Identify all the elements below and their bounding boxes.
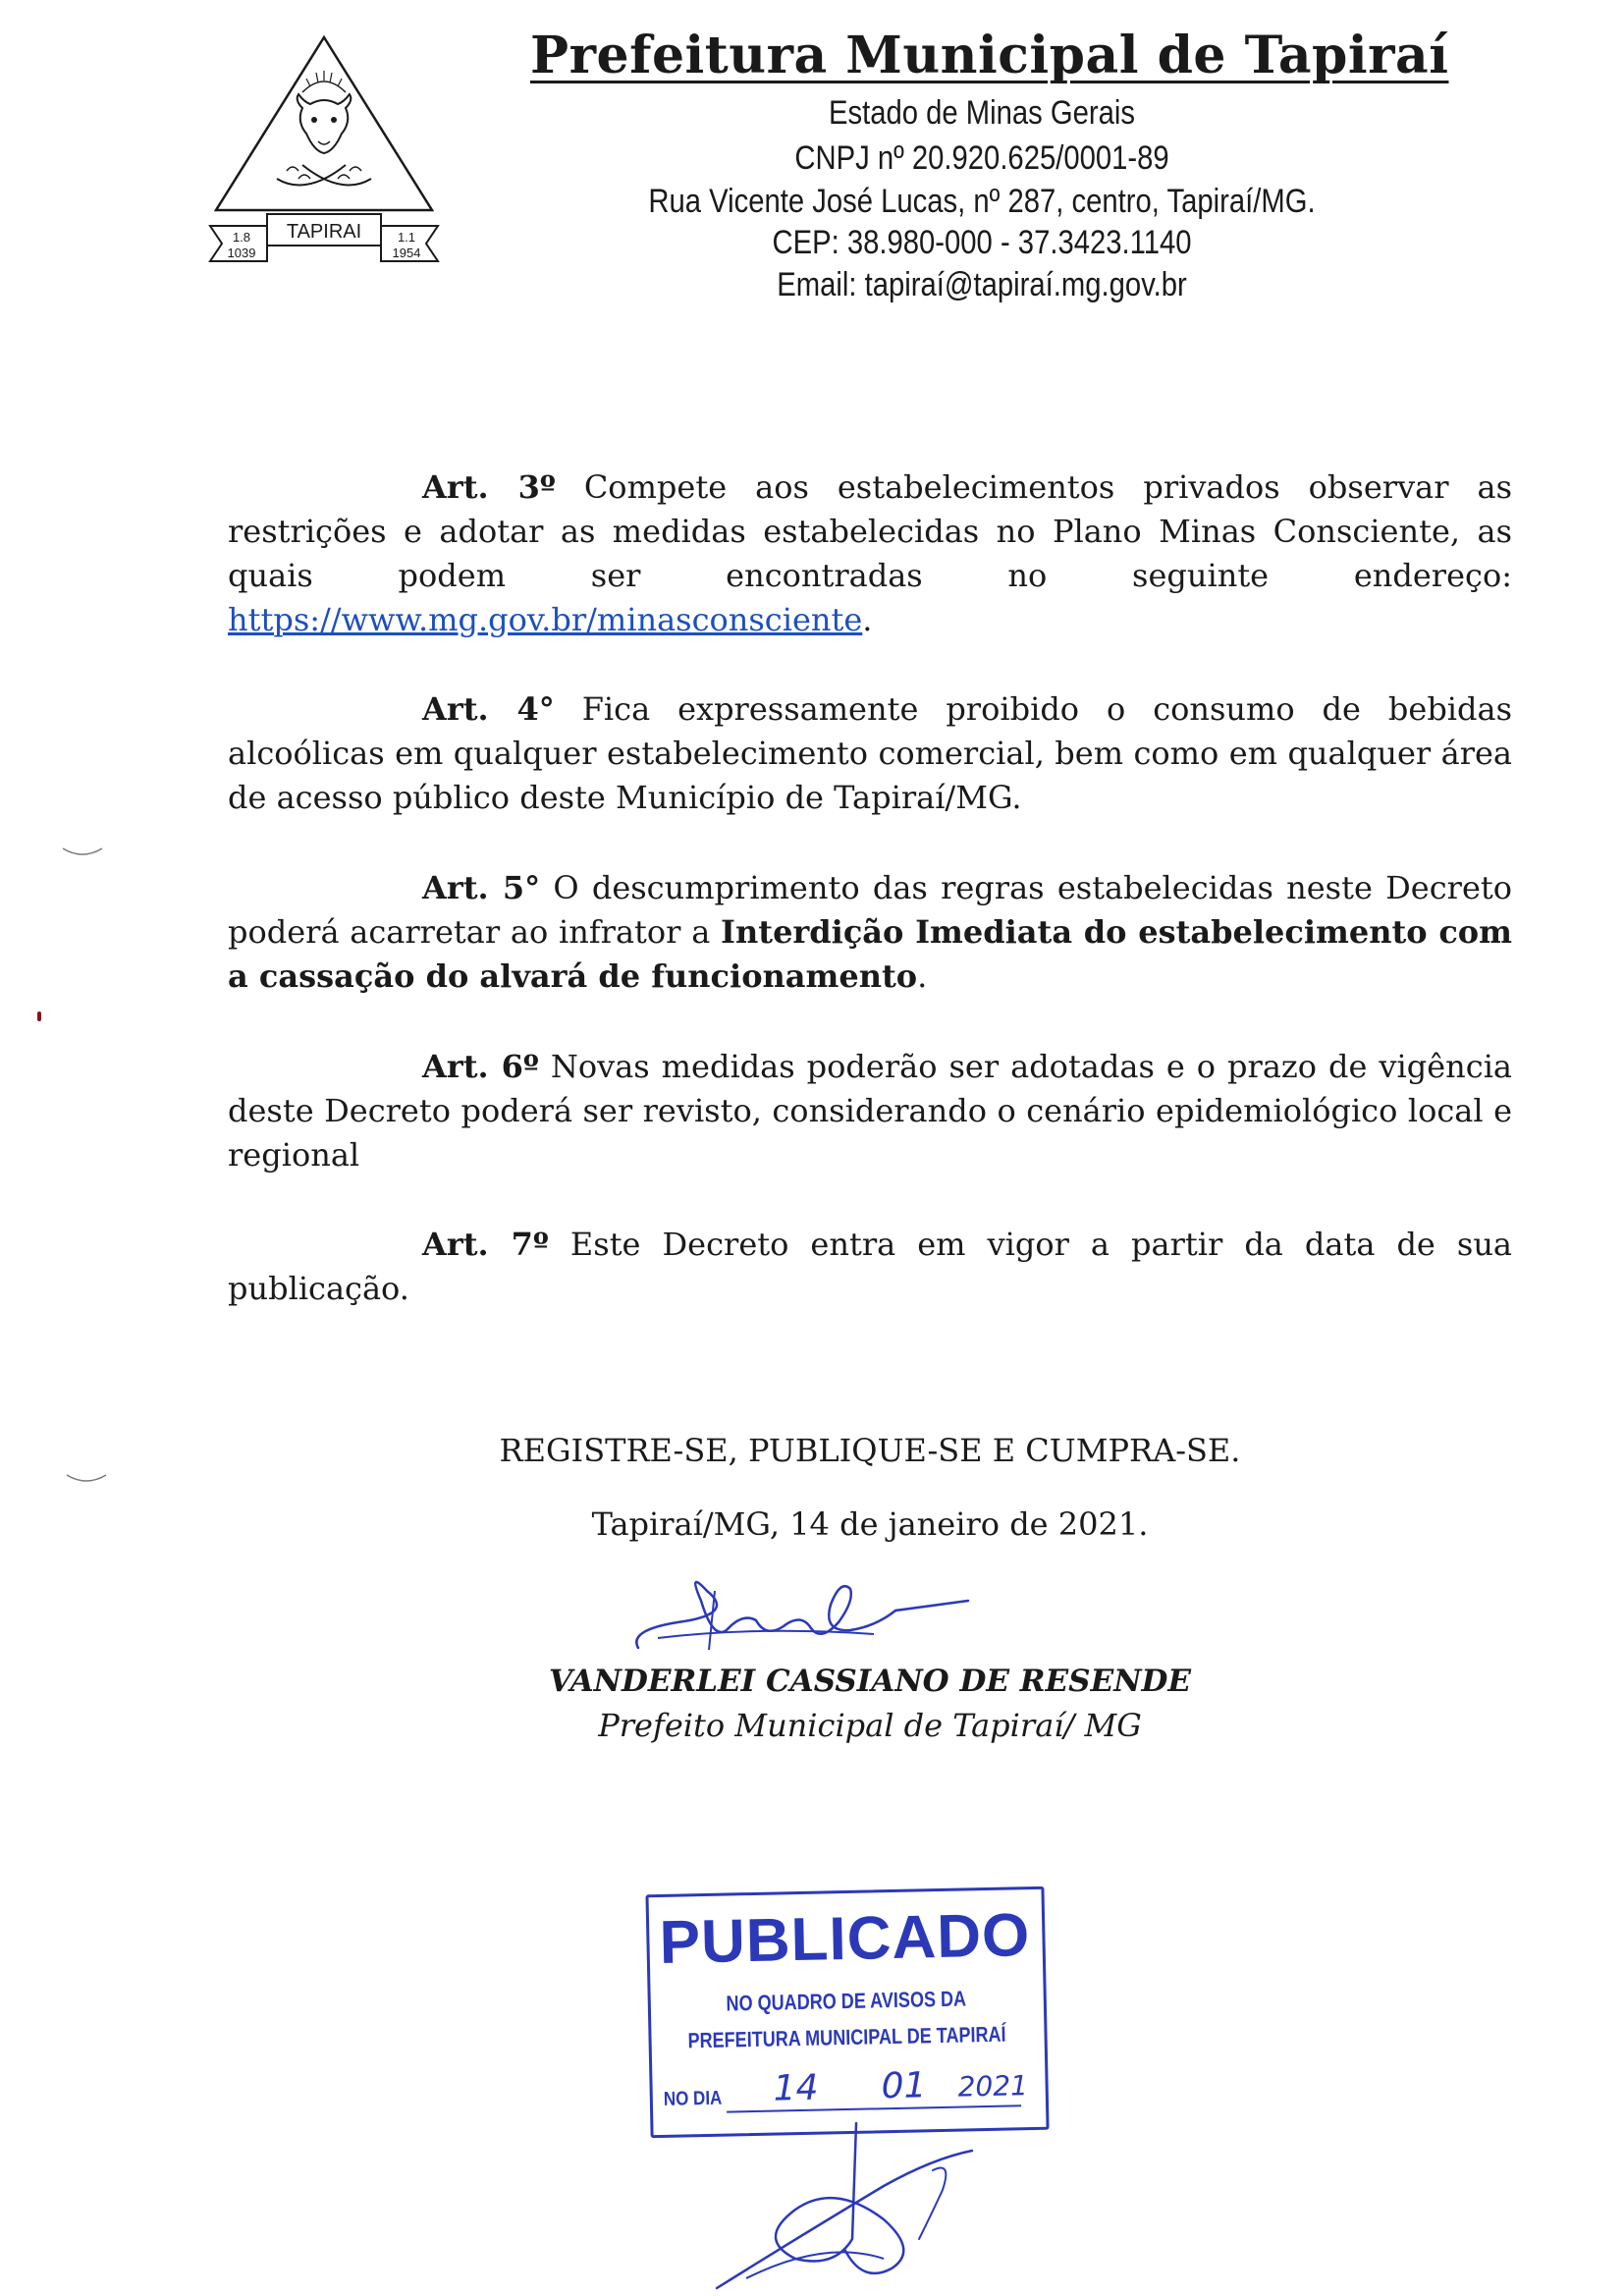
article-5-label: Art. 5° bbox=[422, 869, 541, 906]
article-3-label: Art. 3º bbox=[422, 468, 556, 506]
article-7-text: Este Decreto entra em vigor a partir da data de sua publicação. bbox=[228, 1226, 1513, 1307]
article-6-label: Art. 6º bbox=[422, 1048, 539, 1085]
signer-name: VANDERLEI CASSIANO DE RESENDE bbox=[548, 1664, 1192, 1699]
article-6 bbox=[228, 1045, 1512, 1177]
municipal-coat-of-arms-logo bbox=[208, 31, 440, 272]
minas-consciente-link[interactable]: https://www.mg.gov.br/minasconsciente bbox=[228, 601, 863, 638]
logo-right-top: 1.1 bbox=[397, 230, 416, 245]
header-state: Estado de Minas Gerais bbox=[828, 94, 1136, 132]
header-address: Rua Vicente José Lucas, nº 287, centro, Tapiraí/MG. bbox=[648, 183, 1316, 220]
logo-left-top: 1.8 bbox=[232, 230, 251, 245]
publication-stamp bbox=[645, 1886, 1047, 2136]
article-3-text: Compete aos estabelecimentos privados observar as restrições e adotar as medidas estabelecidas no Plano Minas Consciente, as quais podem ser encontradas no seguinte endereço: bbox=[228, 468, 1512, 594]
article-7 bbox=[228, 1223, 1512, 1311]
stamp-heading: PUBLICADO bbox=[658, 1901, 1031, 1977]
stamp-month: 01 bbox=[881, 2065, 927, 2107]
scan-mark-top bbox=[61, 847, 104, 860]
closing-formula: REGISTRE-SE, PUBLIQUE-SE E CUMPRA-SE. bbox=[499, 1432, 1241, 1469]
stamp-date-row bbox=[663, 2065, 1037, 2118]
header-email: Email: tapiraí@tapiraí.mg.gov.br bbox=[777, 266, 1187, 303]
logo-right-bottom: 1954 bbox=[392, 246, 421, 260]
article-3-end: . bbox=[862, 601, 873, 638]
article-5-bold-penalty: Interdição Imediata do estabelecimento com a cassação do alvará de funcionamento bbox=[228, 913, 1513, 995]
stamp-date-label: NO DIA bbox=[663, 2087, 723, 2110]
stamp-line-1: NO QUADRO DE AVISOS DA bbox=[726, 1986, 967, 2016]
article-4-text: Fica expressamente proibido o consumo de bebidas alcoólicas em qualquer estabelecimento comercial, bem como em qualquer área de acesso público deste Município de Tapiraí/MG. bbox=[228, 690, 1513, 816]
stamp-day: 14 bbox=[773, 2067, 819, 2109]
mayor-signature bbox=[619, 1561, 992, 1669]
article-5 bbox=[228, 866, 1512, 999]
stamp-line-2: PREFEITURA MUNICIPAL DE TAPIRAÍ bbox=[687, 2021, 1006, 2053]
organization-title: Prefeitura Municipal de Tapiraí bbox=[530, 26, 1449, 85]
article-7-label: Art. 7º bbox=[422, 1226, 549, 1263]
date-line: Tapiraí/MG, 14 de janeiro de 2021. bbox=[591, 1505, 1149, 1543]
article-4-label: Art. 4° bbox=[422, 690, 555, 728]
article-5-end: . bbox=[917, 957, 928, 995]
scan-dot bbox=[37, 1011, 41, 1021]
header-cnpj: CNPJ nº 20.920.625/0001-89 bbox=[794, 139, 1169, 177]
article-5-text: O descumprimento das regras estabelecidas neste Decreto poderá acarretar ao infrator a bbox=[228, 869, 1512, 951]
logo-name: TAPIRAI bbox=[286, 221, 362, 243]
article-4 bbox=[228, 687, 1512, 820]
article-3 bbox=[228, 465, 1512, 642]
logo-left-bottom: 1039 bbox=[227, 246, 256, 260]
stamp-year: 2021 bbox=[957, 2069, 1029, 2104]
scan-mark-mid bbox=[65, 1473, 108, 1487]
signer-title: Prefeito Municipal de Tapiraí/ MG bbox=[598, 1707, 1142, 1744]
article-6-text: Novas medidas poderão ser adotadas e o prazo de vigência deste Decreto poderá ser revisto, considerando o cenário epidemiológico local e regional bbox=[228, 1048, 1513, 1174]
header-cep-phone: CEP: 38.980-000 - 37.3423.1140 bbox=[772, 224, 1192, 261]
stamp-signature bbox=[687, 2121, 1001, 2293]
